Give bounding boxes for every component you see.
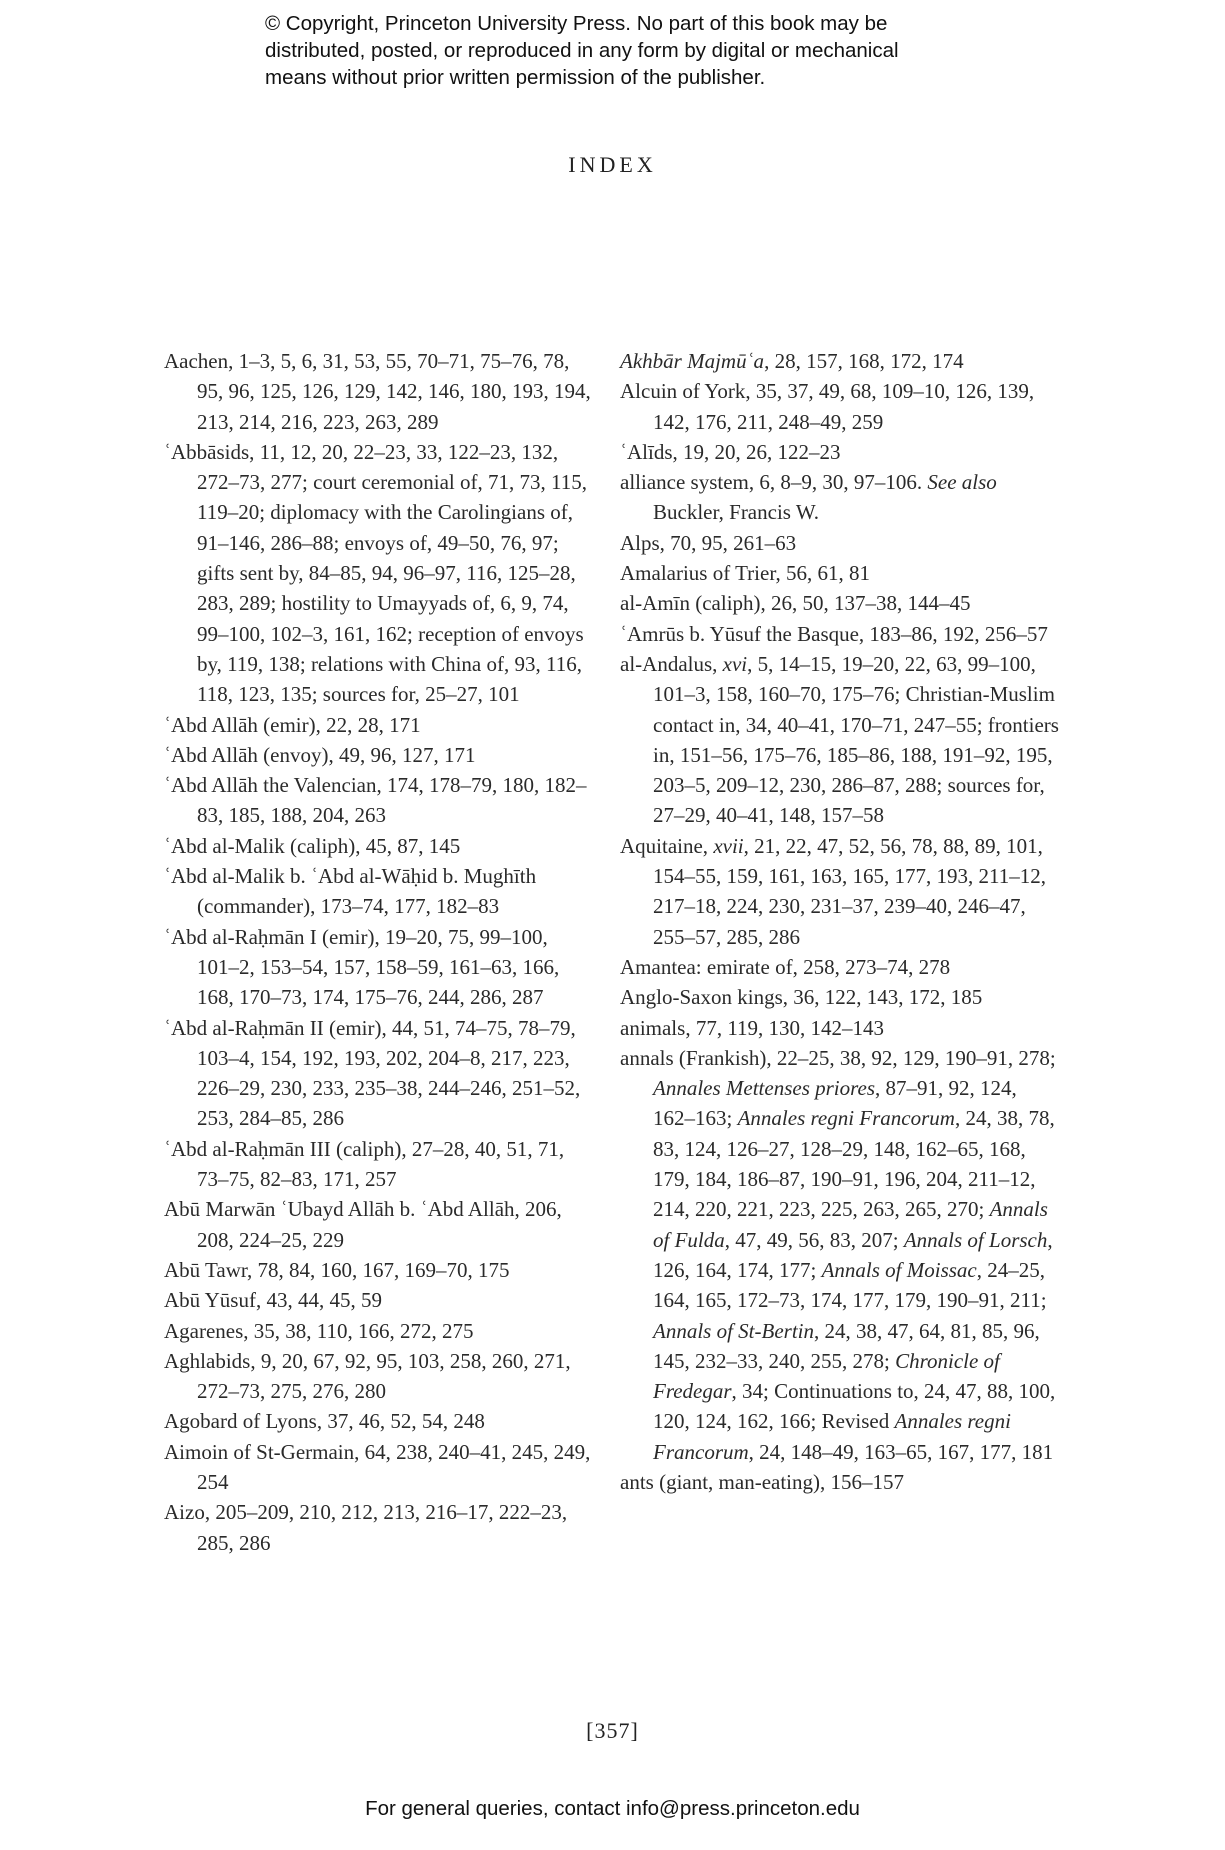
index-entry-text: Amalarius of Trier, 56, 61, 81 bbox=[620, 561, 870, 586]
index-entry-text: Agobard of Lyons, 37, 46, 52, 54, 248 bbox=[164, 1409, 485, 1434]
index-entry bbox=[164, 922, 594, 1013]
index-entry bbox=[164, 437, 594, 710]
index-entry bbox=[620, 1043, 1060, 1467]
index-entry-text: ants (giant, man-eating), 156–157 bbox=[620, 1469, 905, 1494]
index-column-right bbox=[620, 346, 1060, 1497]
index-entry bbox=[164, 740, 594, 770]
index-entry-italic: See also bbox=[927, 470, 997, 495]
index-entry-text: , 5, 14–15, 19–20, 22, 63, 99–100, 101–3, 158, 160–70, 175–76; Christian-Muslim contact in, 34, 40–41, 170–71, 247–55; frontiers in, 151–56, 175–76, 185–86, 188, 191–92, 195, 203–5, 209–12, 230, 286–87, 288; sources for, 27–29, 40–41, 148, 157–58 bbox=[653, 651, 1059, 828]
index-entry-text: animals, 77, 119, 130, 142–143 bbox=[620, 1015, 885, 1040]
index-entry-italic: Annales Mettenses priores bbox=[653, 1076, 876, 1101]
index-entry bbox=[164, 710, 594, 740]
index-entry bbox=[620, 982, 1060, 1012]
index-entry bbox=[164, 1316, 594, 1346]
index-entry-italic: Akhbār Majmūʿa bbox=[620, 349, 765, 373]
index-entry bbox=[164, 1255, 594, 1285]
index-entry bbox=[164, 831, 594, 861]
index-column-left bbox=[164, 346, 594, 1558]
index-entry-text: , 24–25, 164, 165, 172–73, 174, 177, 179, 190–91, 211; bbox=[653, 1257, 1047, 1313]
index-entry-text: ʿAlīds, 19, 20, 26, 122–23 bbox=[620, 439, 841, 464]
index-entry bbox=[620, 952, 1060, 982]
index-entry bbox=[164, 1194, 594, 1255]
index-entry-text: Aachen, 1–3, 5, 6, 31, 53, 55, 70–71, 75–76, 78, 95, 96, 125, 126, 129, 142, 146, 180, 193, 194, 213, 214, 216, 223, 263, 289 bbox=[164, 349, 591, 434]
index-entry-text: , 126, 164, 174, 177; bbox=[653, 1227, 1053, 1282]
index-entry-text: Abū Yūsuf, 43, 44, 45, 59 bbox=[164, 1288, 382, 1313]
index-entry-text: ʿAbd al-Malik (caliph), 45, 87, 145 bbox=[164, 833, 461, 858]
index-entry-text: ʿAbd Allāh the Valencian, 174, 178–79, 180, 182–83, 185, 188, 204, 263 bbox=[164, 773, 587, 828]
index-entry bbox=[620, 588, 1060, 618]
index-entry bbox=[164, 770, 594, 831]
copyright-notice bbox=[265, 10, 1025, 91]
index-entry-text: ʿAbd al-Malik b. ʿAbd al-Wāḥid b. Mughīth (commander), 173–74, 177, 182–83 bbox=[164, 864, 537, 919]
index-entry bbox=[164, 861, 594, 922]
index-entry-italic: xvi bbox=[722, 651, 748, 676]
index-entry bbox=[620, 619, 1060, 649]
index-entry-text: Aizo, 205–209, 210, 212, 213, 216–17, 222–23, 285, 286 bbox=[164, 1500, 568, 1555]
index-entry-text: , 47, 49, 56, 83, 207; bbox=[724, 1227, 904, 1252]
index-entry bbox=[164, 1406, 594, 1436]
index-entry-text: ʿAmrūs b. Yūsuf the Basque, 183–86, 192, 256–57 bbox=[620, 621, 1048, 646]
index-entry-text: Aimoin of St-Germain, 64, 238, 240–41, 245, 249, 254 bbox=[164, 1439, 591, 1494]
index-entry bbox=[164, 1013, 594, 1134]
index-entry-italic: Annales regni Francorum bbox=[737, 1106, 955, 1131]
index-entry bbox=[164, 1346, 594, 1407]
index-entry-italic: Annals of Moissac bbox=[821, 1257, 977, 1282]
contact-line: For general queries, contact info@press.princeton.edu bbox=[365, 1797, 860, 1820]
index-entry bbox=[164, 1285, 594, 1315]
copyright-line: distributed, posted, or reproduced in any form by digital or mechanical bbox=[265, 39, 899, 62]
index-entry-text: ʿAbbāsids, 11, 12, 20, 22–23, 33, 122–23, 132, 272–73, 277; court ceremonial of, 71, 73, 115, 119–20; diplomacy with the Carolingians of, 91–146, 286–88; envoys of, 49–50, 76, 97; gifts sent by, 84–85, 94, 96–97, 116, 125–28, 283, 289; hostility to Umayyads of, 6, 9, 74, 99–100, 102–3, 161, 162; reception of envoys by, 119, 138; relations with China of, 93, 116, 118, 123, 135; sources for, 25–27, 101 bbox=[164, 439, 587, 707]
index-entry-text: Alps, 70, 95, 261–63 bbox=[620, 530, 797, 555]
index-entry bbox=[620, 831, 1060, 952]
index-entry-text: ʿAbd al-Raḥmān III (caliph), 27–28, 40, 51, 71, 73–75, 82–83, 171, 257 bbox=[164, 1136, 565, 1192]
index-entry-italic: Annales regni Francorum bbox=[653, 1409, 1011, 1464]
index-entry-text: , 24, 38, 78, 83, 124, 126–27, 128–29, 148, 162–65, 168, 179, 184, 186–87, 190–91, 196, 204, 211–12, 214, 220, 221, 223, 225, 263, 265, 270; bbox=[653, 1106, 1055, 1222]
index-entry-text: Anglo-Saxon kings, 36, 122, 143, 172, 185 bbox=[620, 985, 983, 1010]
page-title: INDEX bbox=[568, 152, 657, 177]
index-entry bbox=[620, 649, 1060, 831]
index-entry-italic: Annals of Fulda bbox=[653, 1197, 1048, 1252]
index-entry-text: Alcuin of York, 35, 37, 49, 68, 109–10, 126, 139, 142, 176, 211, 248–49, 259 bbox=[620, 379, 1035, 434]
index-entry bbox=[164, 1437, 594, 1498]
page-number: [357] bbox=[586, 1718, 639, 1743]
index-entry-text: , 28, 157, 168, 172, 174 bbox=[764, 349, 964, 373]
index-entry-text: ʿAbd Allāh (envoy), 49, 96, 127, 171 bbox=[164, 742, 476, 767]
index-entry bbox=[620, 376, 1060, 437]
index-entry bbox=[620, 558, 1060, 588]
index-entry-text: Aquitaine, bbox=[620, 833, 714, 858]
index-entry-text: Amantea: emirate of, 258, 273–74, 278 bbox=[620, 954, 951, 979]
index-entry-italic: Chronicle of Fredegar bbox=[653, 1348, 1000, 1404]
index-entry bbox=[620, 467, 1060, 528]
index-entry-text: ʿAbd al-Raḥmān I (emir), 19–20, 75, 99–100, 101–2, 153–54, 157, 158–59, 161–63, 166, 168, 170–73, 174, 175–76, 244, 286, 287 bbox=[164, 924, 560, 1010]
index-entry-italic: Annals of St-Bertin bbox=[653, 1318, 814, 1343]
copyright-line: means without prior written permission of the publisher. bbox=[265, 66, 766, 89]
index-entry-text: ʿAbd Allāh (emir), 22, 28, 171 bbox=[164, 712, 421, 737]
index-entry bbox=[164, 346, 594, 437]
index-entry-text: alliance system, 6, 8–9, 30, 97–106. bbox=[620, 470, 928, 495]
index-entry-text: Aghlabids, 9, 20, 67, 92, 95, 103, 258, 260, 271, 272–73, 275, 276, 280 bbox=[164, 1348, 571, 1404]
copyright-line: © Copyright, Princeton University Press. No part of this book may be bbox=[265, 12, 888, 35]
index-entry bbox=[620, 1467, 1060, 1497]
index-entry-italic: Annals of Lorsch bbox=[903, 1227, 1048, 1252]
index-entry-italic: xvii bbox=[713, 833, 744, 858]
index-entry-text: al-Andalus, bbox=[620, 651, 723, 676]
index-entry bbox=[164, 1497, 594, 1558]
index-entry bbox=[620, 1013, 1060, 1043]
index-entry bbox=[620, 437, 1060, 467]
index-entry-text: Agarenes, 35, 38, 110, 166, 272, 275 bbox=[164, 1318, 474, 1343]
index-entry-text: , 87–91, 92, 124, 162–163; bbox=[653, 1076, 1017, 1131]
index-entry-text: , 24, 38, 47, 64, 81, 85, 96, 145, 232–33, 240, 255, 278; bbox=[653, 1318, 1040, 1373]
index-entry-text: , 34; Continuations to, 24, 47, 88, 100, 120, 124, 162, 166; Revised bbox=[653, 1379, 1056, 1434]
index-entry-text: , 24, 148–49, 163–65, 167, 177, 181 bbox=[748, 1439, 1054, 1464]
index-entry bbox=[620, 528, 1060, 558]
index-entry-text: Buckler, Francis W. bbox=[653, 500, 819, 525]
index-entry-text: al-Amīn (caliph), 26, 50, 137–38, 144–45 bbox=[620, 591, 971, 616]
index-entry-text: annals (Frankish), 22–25, 38, 92, 129, 190–91, 278; bbox=[620, 1045, 1056, 1070]
index-entry-text: Abū Marwān ʿUbayd Allāh b. ʿAbd Allāh, 206, 208, 224–25, 229 bbox=[164, 1197, 562, 1252]
index-entry-text: ʿAbd al-Raḥmān II (emir), 44, 51, 74–75, 78–79, 103–4, 154, 192, 193, 202, 204–8, 217, 223, 226–29, 230, 233, 235–38, 244–246, 251–52, 253, 284–85, 286 bbox=[164, 1015, 581, 1131]
index-entry bbox=[620, 346, 1060, 376]
index-entry bbox=[164, 1134, 594, 1195]
index-entry-text: Abū Tawr, 78, 84, 160, 167, 169–70, 175 bbox=[164, 1257, 510, 1282]
index-entry-text: , 21, 22, 47, 52, 56, 78, 88, 89, 101, 154–55, 159, 161, 163, 165, 177, 193, 211–12, 217–18, 224, 230, 231–37, 239–40, 246–47, 255–57, 285, 286 bbox=[653, 833, 1046, 949]
